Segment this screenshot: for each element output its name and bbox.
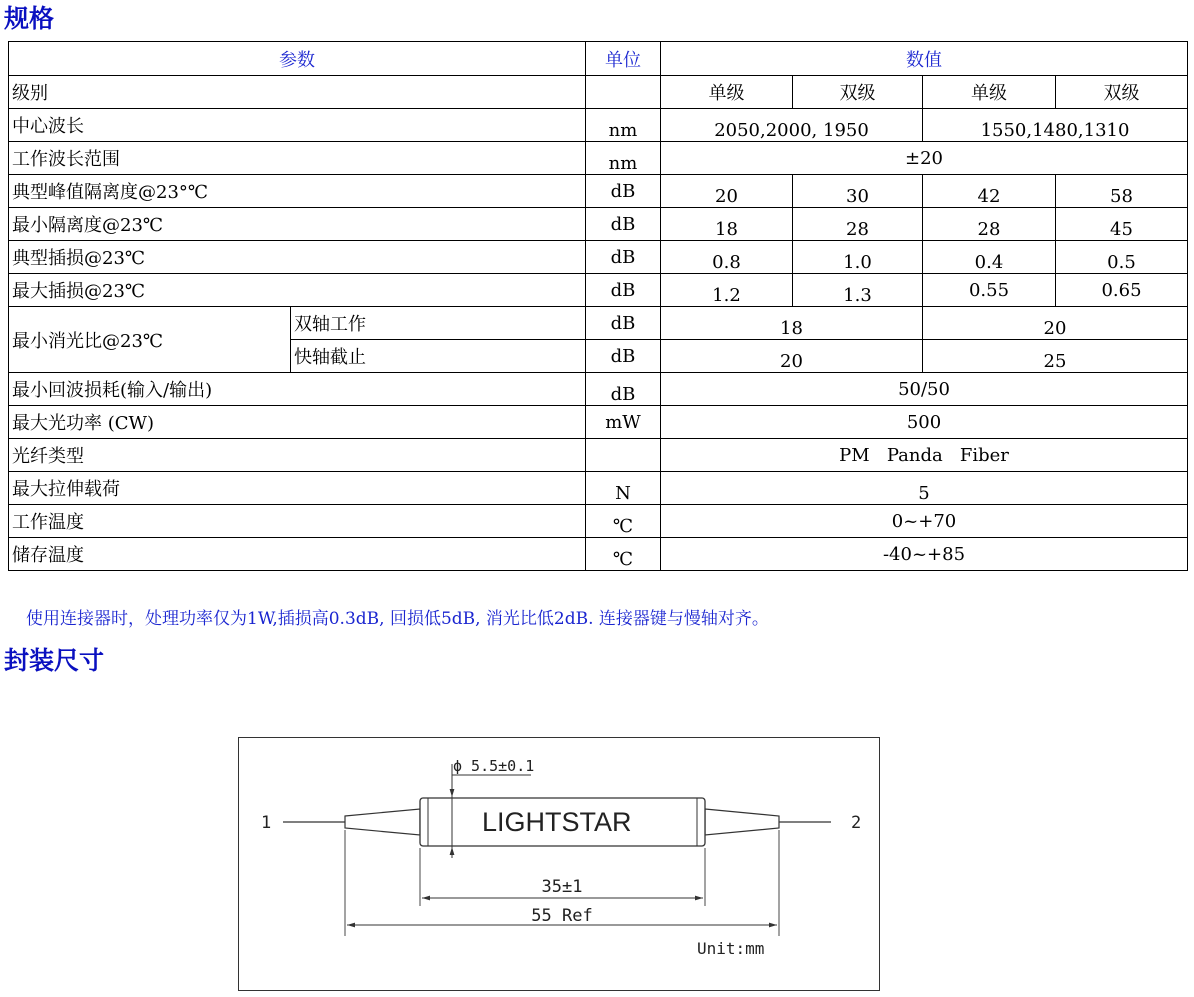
table-row (9, 208, 1188, 241)
table-row (9, 472, 1188, 505)
header-param: 参数 (9, 42, 586, 76)
package-drawing (238, 737, 880, 991)
table-row (9, 538, 1188, 571)
section-title-package: 封装尺寸 (4, 646, 105, 675)
diameter-label: ϕ 5.5±0.1 (453, 757, 535, 775)
port-2-label: 2 (851, 813, 862, 833)
row-unit: nm (586, 109, 661, 142)
value-cell: 1550,1480,1310 (923, 109, 1188, 142)
row-label: 最小隔离度@23℃ (9, 208, 586, 241)
row-unit: dB (586, 208, 661, 241)
row-label: 工作波长范围 (9, 142, 586, 175)
value-cell: ±20 (661, 142, 1188, 175)
value-cell: 双级 (793, 76, 923, 109)
value-cell: 1.0 (793, 241, 923, 274)
value-cell: 5 (661, 472, 1188, 505)
value-cell: 1.3 (793, 274, 923, 307)
table-header-row (9, 42, 1188, 76)
table-row (9, 505, 1188, 538)
header-value: 数值 (661, 42, 1188, 76)
value-cell: 双级 (1056, 76, 1188, 109)
row-unit: dB (586, 241, 661, 274)
row-label: 工作温度 (9, 505, 586, 538)
value-cell: 1.2 (661, 274, 793, 307)
row-unit: N (586, 472, 661, 505)
row-unit: ℃ (586, 505, 661, 538)
row-unit: ℃ (586, 538, 661, 571)
table-row (9, 241, 1188, 274)
value-cell: 58 (1056, 175, 1188, 208)
table-row (9, 274, 1188, 307)
row-unit (586, 439, 661, 472)
package-drawing-svg (239, 738, 881, 992)
value-cell: 25 (923, 340, 1188, 373)
row-unit: dB (586, 274, 661, 307)
value-cell: 18 (661, 208, 793, 241)
connector-note: 使用连接器时，处理功率仅为1W,插损高0.3dB, 回损低5dB, 消光比低2dB. 连接器键与慢轴对齐。 (26, 609, 769, 629)
row-label: 光纤类型 (9, 439, 586, 472)
row-sublabel: 快轴截止 (291, 340, 586, 373)
unit-label: Unit:mm (697, 939, 765, 958)
value-cell: PM Panda Fiber (661, 439, 1188, 472)
table-row (9, 175, 1188, 208)
row-label: 中心波长 (9, 109, 586, 142)
value-cell: 45 (1056, 208, 1188, 241)
row-unit: dB (586, 340, 661, 373)
row-unit: dB (586, 373, 661, 406)
value-cell: 0~+70 (661, 505, 1188, 538)
total-length-label: 55 Ref (531, 906, 593, 926)
value-cell: 20 (661, 175, 793, 208)
row-unit: dB (586, 307, 661, 340)
value-cell: 0.55 (923, 274, 1056, 307)
value-cell: 0.8 (661, 241, 793, 274)
value-cell: 42 (923, 175, 1056, 208)
row-unit: nm (586, 142, 661, 175)
table-row (9, 439, 1188, 472)
row-label: 最大光功率 (CW) (9, 406, 586, 439)
value-cell: 0.5 (1056, 241, 1188, 274)
value-cell: 0.65 (1056, 274, 1188, 307)
row-label: 典型插损@23℃ (9, 241, 586, 274)
value-cell: 18 (661, 307, 923, 340)
row-unit (586, 76, 661, 109)
brand-label: LIGHTSTAR (482, 807, 632, 837)
table-row (9, 406, 1188, 439)
value-cell: 20 (923, 307, 1188, 340)
spec-table (8, 41, 1188, 571)
row-label: 最小消光比@23℃ (9, 307, 291, 373)
row-sublabel: 双轴工作 (291, 307, 586, 340)
value-cell: 28 (923, 208, 1056, 241)
table-row (9, 76, 1188, 109)
body-length-label: 35±1 (541, 877, 583, 897)
table-row (9, 373, 1188, 406)
value-cell: 单级 (923, 76, 1056, 109)
value-cell: 28 (793, 208, 923, 241)
value-cell: 20 (661, 340, 923, 373)
boot-left (345, 809, 420, 835)
table-row (9, 142, 1188, 175)
value-cell: 500 (661, 406, 1188, 439)
value-cell: 单级 (661, 76, 793, 109)
row-label: 最小回波损耗(输入/输出) (9, 373, 586, 406)
row-label: 典型峰值隔离度@23°℃ (9, 175, 586, 208)
table-row (9, 307, 1188, 340)
row-unit: mW (586, 406, 661, 439)
value-cell: 0.4 (923, 241, 1056, 274)
port-1-label: 1 (261, 813, 272, 833)
section-title-spec: 规格 (4, 4, 55, 33)
value-cell: 50/50 (661, 373, 1188, 406)
row-label: 最大拉伸载荷 (9, 472, 586, 505)
header-unit: 单位 (586, 42, 661, 76)
boot-right (705, 809, 779, 835)
row-unit: dB (586, 175, 661, 208)
table-row (9, 109, 1188, 142)
value-cell: 2050,2000, 1950 (661, 109, 923, 142)
row-label: 最大插损@23℃ (9, 274, 586, 307)
row-label: 储存温度 (9, 538, 586, 571)
value-cell: 30 (793, 175, 923, 208)
value-cell: -40~+85 (661, 538, 1188, 571)
row-label: 级别 (9, 76, 586, 109)
